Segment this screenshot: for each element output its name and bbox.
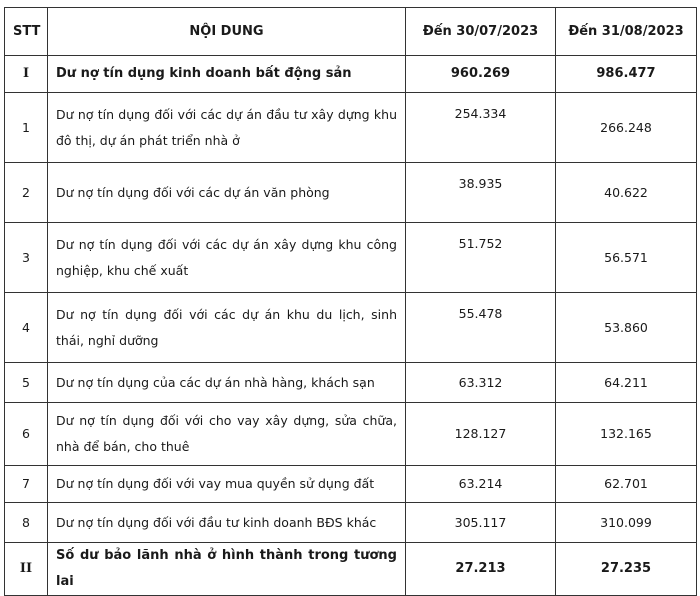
row-content: Dư nợ tín dụng đối với vay mua quyền sử dụng đất (48, 466, 406, 503)
row-value-aug: 64.211 (556, 363, 697, 403)
row-content: Dư nợ tín dụng đối với các dự án xây dựng khu công nghiệp, khu chế xuất (48, 223, 406, 293)
row-content: Dư nợ tín dụng kinh doanh bất động sản (48, 56, 406, 93)
row-content: Dư nợ tín dụng đối với các dự án khu du lịch, sinh thái, nghỉ dưỡng (48, 293, 406, 363)
row-content: Số dư bảo lãnh nhà ở hình thành trong tương lai (48, 543, 406, 596)
row-stt: II (5, 543, 48, 596)
row-value-jul: 305.117 (406, 503, 556, 543)
row-value-jul: 51.752 (406, 223, 556, 293)
header-row (5, 8, 697, 56)
table-row (5, 93, 697, 163)
row-value-jul: 63.312 (406, 363, 556, 403)
row-value-aug: 56.571 (556, 223, 697, 293)
row-content: Dư nợ tín dụng đối với các dự án văn phòng (48, 163, 406, 223)
row-stt: 6 (5, 403, 48, 466)
table-row (5, 503, 697, 543)
row-value-jul: 38.935 (406, 163, 556, 223)
table-row (5, 223, 697, 293)
row-stt: 8 (5, 503, 48, 543)
row-stt: 2 (5, 163, 48, 223)
header-stt: STT (5, 8, 48, 56)
table-row (5, 363, 697, 403)
row-stt: 5 (5, 363, 48, 403)
row-value-jul: 128.127 (406, 403, 556, 466)
row-content: Dư nợ tín dụng đối với cho vay xây dựng, sửa chữa, nhà để bán, cho thuê (48, 403, 406, 466)
row-stt: 3 (5, 223, 48, 293)
table-row (5, 466, 697, 503)
row-stt: 7 (5, 466, 48, 503)
row-value-aug: 266.248 (556, 93, 697, 163)
row-stt: 4 (5, 293, 48, 363)
row-value-jul: 254.334 (406, 93, 556, 163)
table-row (5, 293, 697, 363)
table-row (5, 543, 697, 596)
row-stt: 1 (5, 93, 48, 163)
row-value-aug: 27.235 (556, 543, 697, 596)
row-value-aug: 53.860 (556, 293, 697, 363)
header-content: NỘI DUNG (48, 8, 406, 56)
header-col1: Đến 30/07/2023 (406, 8, 556, 56)
table-row (5, 163, 697, 223)
table-row (5, 403, 697, 466)
row-value-jul: 63.214 (406, 466, 556, 503)
row-value-aug: 310.099 (556, 503, 697, 543)
row-value-jul: 960.269 (406, 56, 556, 93)
row-value-aug: 40.622 (556, 163, 697, 223)
row-value-aug: 132.165 (556, 403, 697, 466)
header-col2: Đến 31/08/2023 (556, 8, 697, 56)
row-value-jul: 27.213 (406, 543, 556, 596)
row-value-aug: 986.477 (556, 56, 697, 93)
credit-table (4, 7, 697, 596)
row-content: Dư nợ tín dụng đối với các dự án đầu tư xây dựng khu đô thị, dự án phát triển nhà ở (48, 93, 406, 163)
row-value-aug: 62.701 (556, 466, 697, 503)
row-content: Dư nợ tín dụng của các dự án nhà hàng, khách sạn (48, 363, 406, 403)
table-row (5, 56, 697, 93)
row-content: Dư nợ tín dụng đối với đầu tư kinh doanh BĐS khác (48, 503, 406, 543)
row-value-jul: 55.478 (406, 293, 556, 363)
row-stt: I (5, 56, 48, 93)
